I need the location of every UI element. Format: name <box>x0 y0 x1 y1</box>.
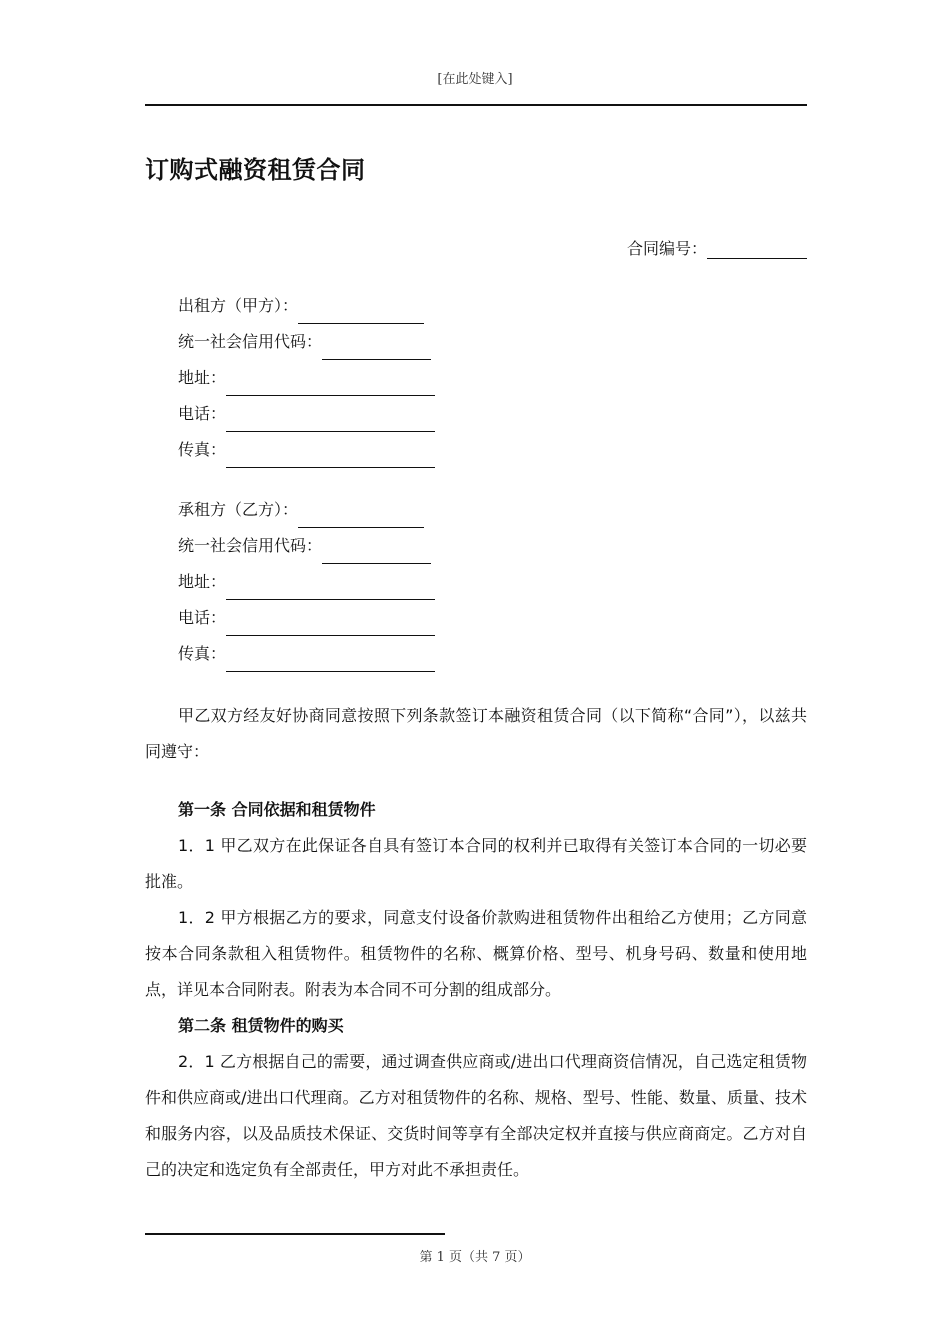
lessor-credit-code-blank[interactable] <box>322 341 431 360</box>
lessee-phone-blank[interactable] <box>226 617 435 636</box>
page-header: [在此处键入] <box>437 72 513 87</box>
lessee-phone-row <box>178 600 435 636</box>
lessor-phone-row <box>178 396 435 432</box>
clause-1-1: 1．1 甲乙双方在此保证各自具有签订本合同的权利并已取得有关签订本合同的一切必要批准。 <box>145 836 807 891</box>
lessee-fax-blank[interactable] <box>226 653 435 672</box>
lessor-credit-code-label: 统一社会信用代码： <box>178 332 323 351</box>
contract-number-field <box>627 236 807 259</box>
page-footer: 第 1 页（共 7 页） <box>419 1250 531 1265</box>
lessee-phone-label: 电话： <box>178 608 227 627</box>
lessor-address-blank[interactable] <box>226 377 435 396</box>
lessor-credit-code-row <box>178 324 435 360</box>
lessee-fax-label: 传真： <box>178 644 227 663</box>
lessor-address-label: 地址： <box>178 368 227 387</box>
contract-number-blank[interactable] <box>707 240 807 259</box>
document-title: 订购式融资租赁合同 <box>145 156 366 184</box>
lessee-name-row <box>178 492 435 528</box>
lessor-address-row <box>178 360 435 396</box>
lessor-name-blank[interactable] <box>298 305 424 324</box>
section-2-title: 第二条 租赁物件的购买 <box>178 1016 344 1035</box>
contract-body <box>145 698 807 1188</box>
lessee-address-row <box>178 564 435 600</box>
lessor-fax-blank[interactable] <box>226 449 435 468</box>
contract-number-label: 合同编号： <box>626 239 707 258</box>
lessor-phone-label: 电话： <box>178 404 227 423</box>
lessee-credit-code-label: 统一社会信用代码： <box>178 536 323 555</box>
clause-1-2: 1．2 甲方根据乙方的要求，同意支付设备价款购进租赁物件出租给乙方使用；乙方同意按本合同条款租入租赁物件。租赁物件的名称、概算价格、型号、机身号码、数量和使用地点，详见本合同附表。附表为本合同不可分割的组成部分。 <box>145 908 807 999</box>
lessee-credit-code-row <box>178 528 435 564</box>
lessor-fax-row <box>178 432 435 468</box>
intro-paragraph: 甲乙双方经友好协商同意按照下列条款签订本融资租赁合同（以下简称“合同”），以兹共同遵守： <box>145 706 807 761</box>
lessor-name-label: 出租方（甲方）： <box>178 296 299 315</box>
lessee-address-label: 地址： <box>178 572 227 591</box>
header-divider <box>145 104 807 106</box>
lessee-credit-code-blank[interactable] <box>322 545 431 564</box>
lessee-address-blank[interactable] <box>226 581 435 600</box>
lessee-fax-row <box>178 636 435 672</box>
lessor-name-row <box>178 288 435 324</box>
lessee-block <box>178 492 435 672</box>
footer-divider <box>145 1233 445 1235</box>
lessee-name-label: 承租方（乙方）： <box>178 500 299 519</box>
lessee-name-blank[interactable] <box>298 509 424 528</box>
clause-2-1: 2．1 乙方根据自己的需要，通过调查供应商或/进出口代理商资信情况，自己选定租赁物件和供应商或/进出口代理商。乙方对租赁物件的名称、规格、型号、性能、数量、质量、技术和服务内容，以及品质技术保证、交货时间等享有全部决定权并直接与供应商商定。乙方对自己的决定和选定负有全部责任，甲方对此不承担责任。 <box>145 1052 807 1179</box>
lessor-phone-blank[interactable] <box>226 413 435 432</box>
lessor-fax-label: 传真： <box>178 440 227 459</box>
section-1-title: 第一条 合同依据和租赁物件 <box>178 800 376 819</box>
lessor-block <box>178 288 435 468</box>
